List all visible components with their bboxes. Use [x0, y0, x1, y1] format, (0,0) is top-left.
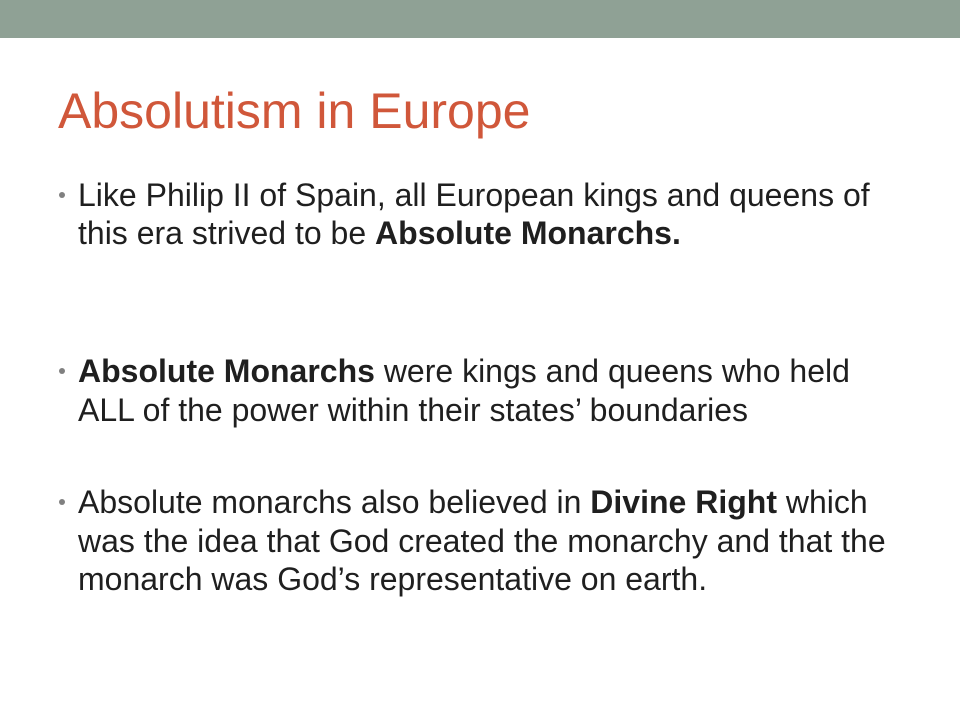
bullet-line	[78, 391, 748, 429]
bullet-marker	[59, 192, 65, 198]
bullet-text: was the idea that God created the monarchy and that the	[78, 523, 886, 559]
slide-top-bar	[0, 0, 960, 38]
bullet-line	[78, 176, 870, 214]
bullet-line	[78, 560, 707, 598]
bullet-line	[78, 483, 868, 521]
bullet-text: ALL of the power within their states’ boundaries	[78, 392, 749, 428]
bullet-emphasis: Absolute Monarchs	[78, 353, 375, 389]
bullet-text: Absolute monarchs also believed in	[78, 484, 591, 520]
bullet-marker	[59, 368, 65, 374]
bullet-text: monarch was God’s representative on earth.	[78, 561, 708, 597]
slide-title: Absolutism in Europe	[58, 83, 531, 139]
bullet-text: which	[776, 484, 868, 520]
bullet-line	[78, 214, 681, 252]
bullet-line	[78, 522, 886, 560]
bullet-text: were kings and queens who held	[374, 353, 850, 389]
bullet-marker	[59, 499, 65, 505]
bullet-line	[78, 352, 850, 390]
bullet-text: Like Philip II of Spain, all European kings and queens of	[78, 177, 870, 213]
bullet-text: this era strived to be	[78, 215, 376, 251]
bullet-emphasis: Divine Right	[590, 484, 777, 520]
bullet-emphasis: Absolute Monarchs.	[375, 215, 681, 251]
